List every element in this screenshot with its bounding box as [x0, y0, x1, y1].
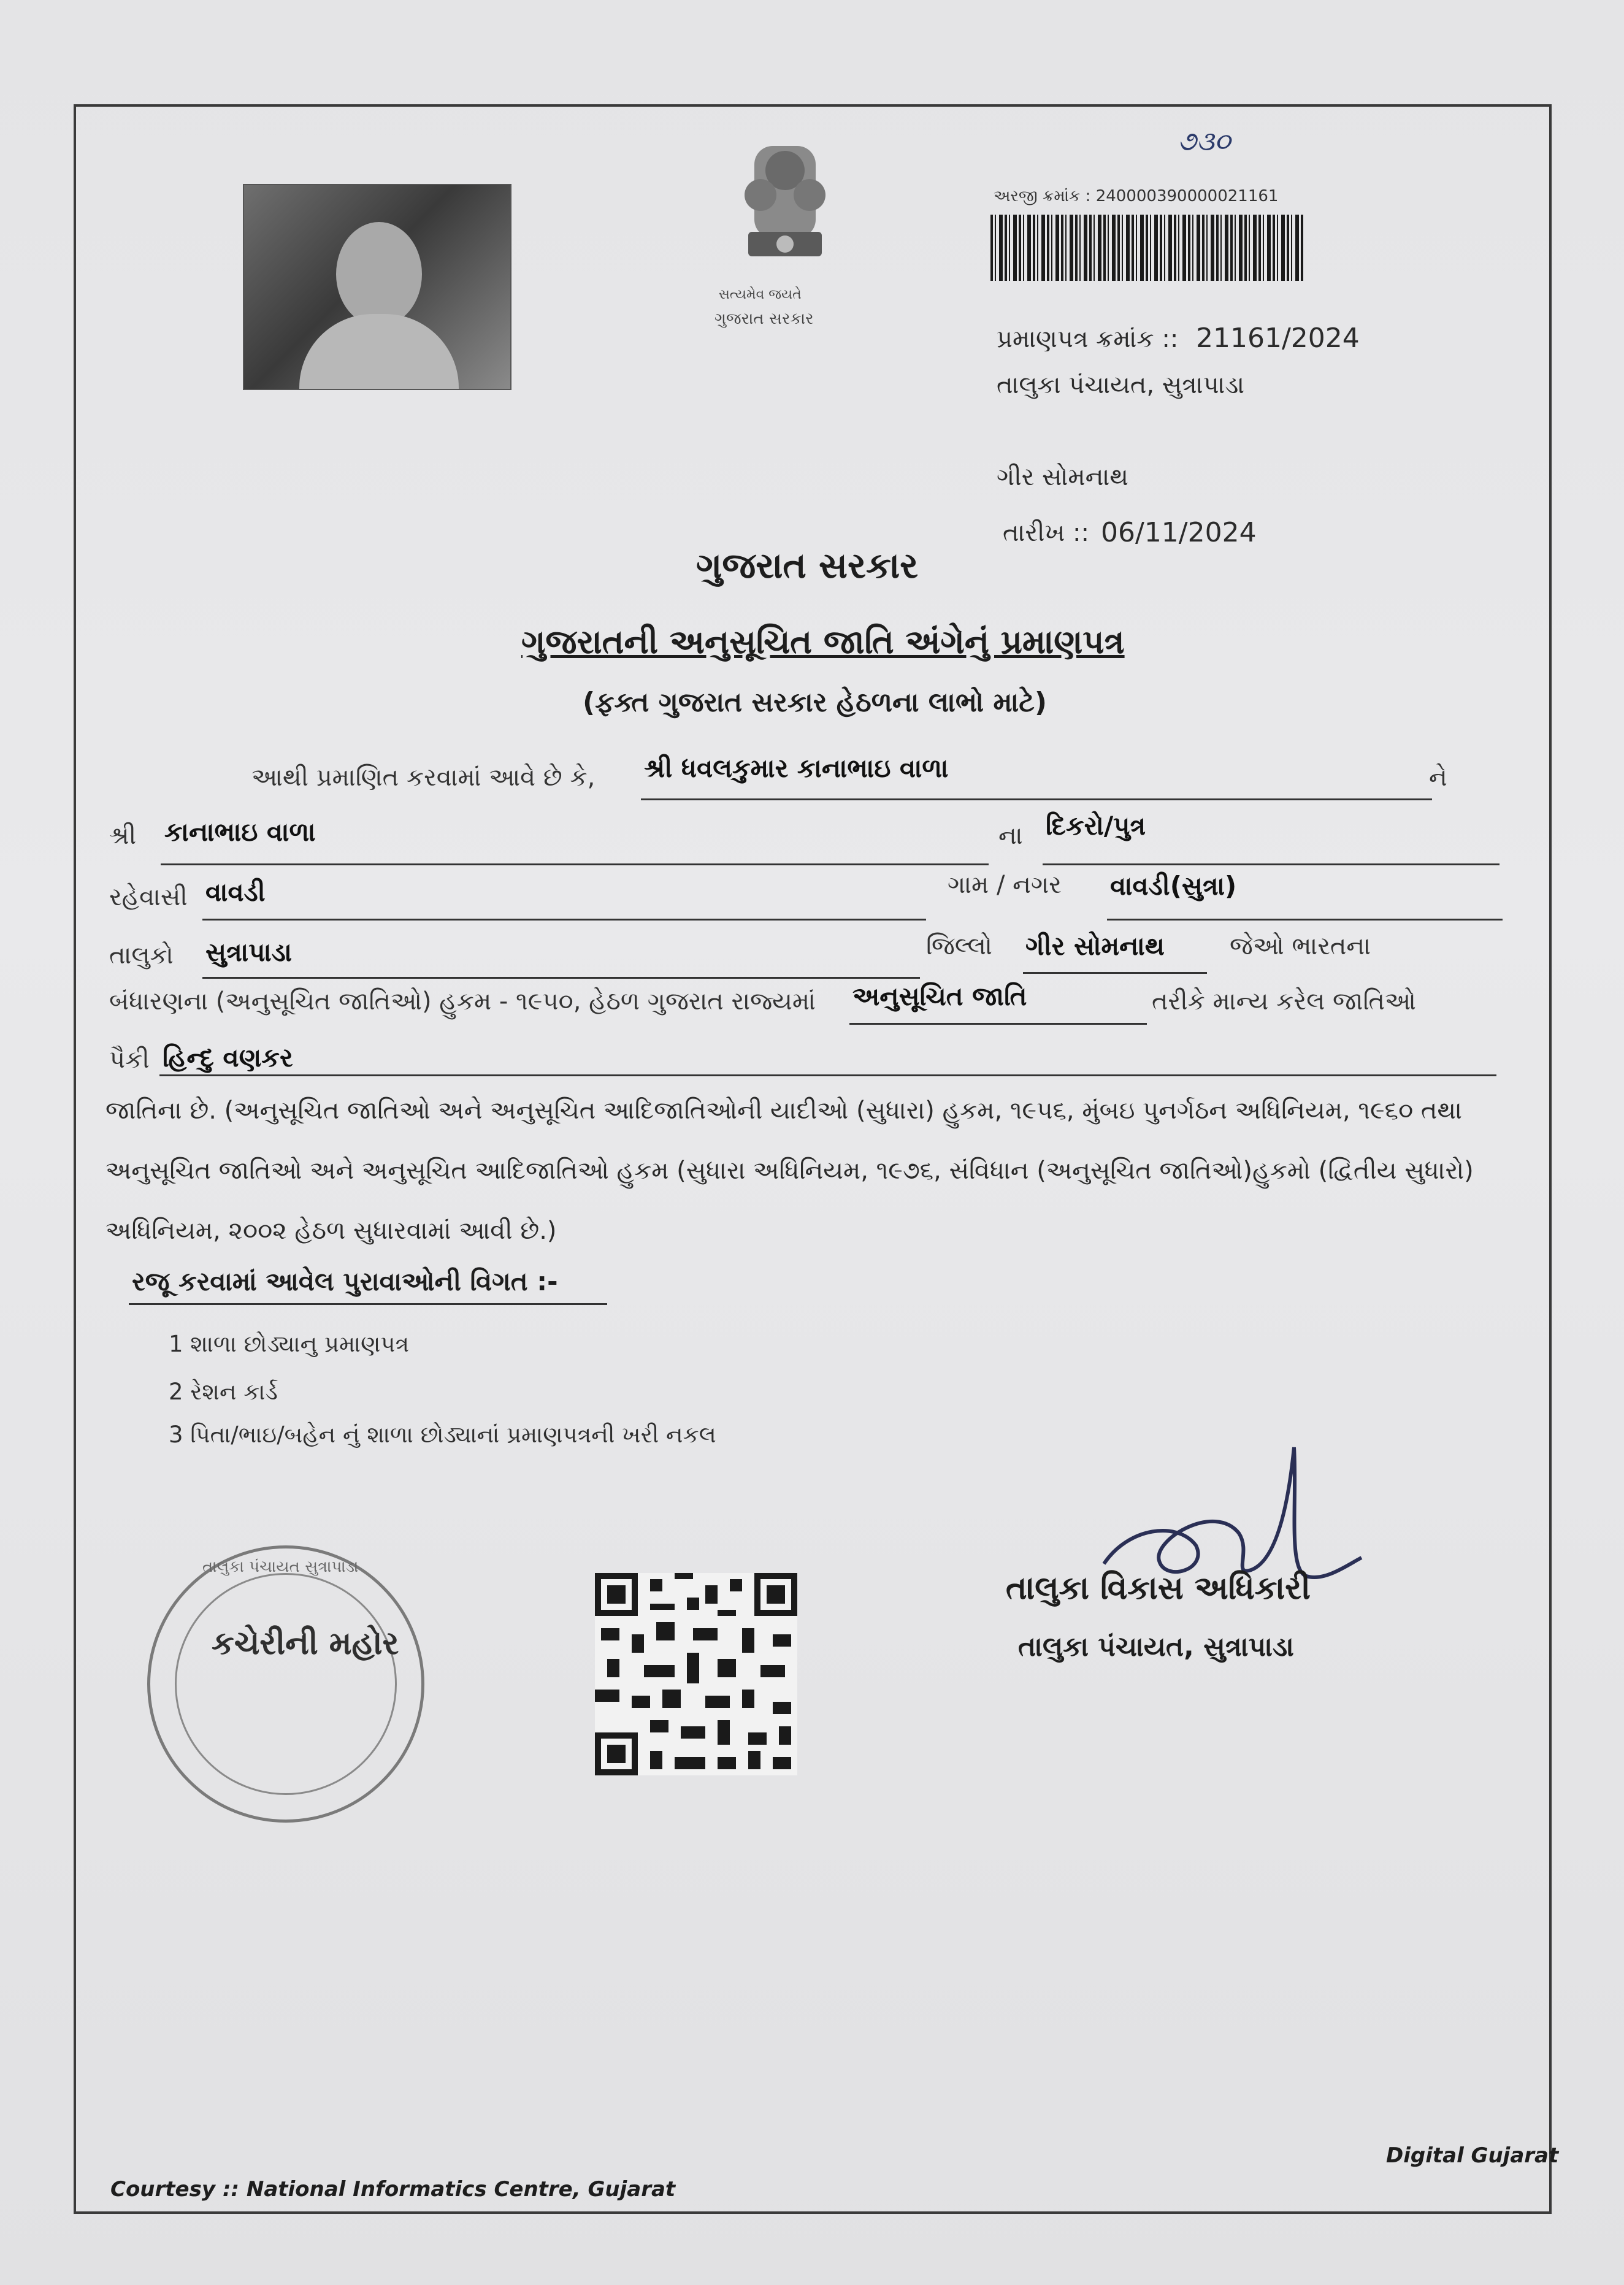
te-text: ને: [1429, 764, 1447, 792]
taluka-value: સુત્રાપાડા: [205, 937, 293, 967]
district-label: જિલ્લો: [926, 932, 992, 960]
barcode: [990, 215, 1303, 281]
shri-label: શ્રી: [109, 822, 137, 850]
qr-code: [595, 1573, 797, 1775]
caste-underline: [159, 1074, 1496, 1076]
evidence-heading-underline: [129, 1303, 607, 1305]
constitution-text: બંધારણના (અનુસૂચિત જાતિઓ) હુકમ - ૧૯૫૦, હેઠળ ગુજરાત રાજ્યમાં: [109, 987, 816, 1016]
recognized-text: તરીકે માન્ય કરેલ જાતિઓ: [1152, 987, 1416, 1016]
applicant-name: શ્રી ધવલકુમાર કાનાભાઇ વાળા: [644, 753, 949, 783]
resident-underline: [202, 919, 926, 921]
district-underline: [1023, 972, 1207, 974]
who-label: જેઓ ભારતના: [1230, 932, 1371, 960]
date-label: તારીખ ::: [1003, 519, 1089, 547]
village-value: વાવડી(સુત્રા): [1110, 871, 1237, 901]
evidence-heading: રજૂ કરવામાં આવેલ પુરાવાઓની વિગત :-: [132, 1266, 558, 1296]
resident-value: વાવડી: [205, 877, 266, 907]
issuing-office: તાલુકા પંચાયત, સુત્રાપાડા: [997, 371, 1245, 399]
seal-label: કચેરીની મહોર: [212, 1625, 399, 1662]
village-label: ગામ / નગર: [948, 871, 1062, 899]
caste-value: હિન્દુ વણકર: [163, 1043, 293, 1073]
certificate-number-label: પ્રમાણપત્ર ક્રમાંક ::: [997, 325, 1179, 353]
category-value: અનુસૂચિત જાતિ: [852, 981, 1027, 1011]
legal-paragraph: જાતિના છે. (અનુસૂચિત જાતિઓ અને અનુસૂચિત આદિજાતિઓની યાદીઓ (સુધારા) હુકમ, ૧૯૫૬, મુંબઇ પુનર્ગઠન અધિનિયમ, ૧૯૬૦ તથા અનુસૂચિત જાતિઓ અને અનુસૂચિત આદિજાતિઓ હુકમ (સુધારા અધિનિયમ, ૧૯૭૬, સંવિધાન (અનુસૂચિત જાતિઓ)હુકમો (દ્વિતીય સુધારો) અધિનિયમ, ૨૦૦૨ હેઠળ સુધારવામાં આવી છે.): [105, 1097, 1474, 1245]
emblem-motto: સત્યમેવ જયતે: [719, 287, 802, 302]
application-number: અરજી ક્રમાંક : 2400003900000211​61: [994, 187, 1279, 205]
issue-date: 06/11/2024: [1101, 517, 1257, 548]
handwritten-number: ૭૩૦: [1178, 126, 1231, 157]
relation-underline: [1043, 863, 1500, 865]
resident-label: રહેવાસી: [109, 883, 188, 911]
signatory-office: તાલુકા પંચાયત, સુત્રાપાડા: [1018, 1631, 1294, 1663]
office-seal: [147, 1545, 424, 1823]
certificate-number: 21161/2024: [1196, 323, 1360, 354]
relation: દિકરો/પુત્ર: [1046, 811, 1146, 841]
taluka-label: તાલુકો: [109, 941, 174, 970]
intro-text: આથી પ્રમાણિત કરવામાં આવે છે કે,: [251, 764, 596, 792]
certificate-title: ગુજરાતની અનુસૂચિત જાતિ અંગેનું પ્રમાણપત્ર: [521, 622, 1125, 661]
issuing-district: ગીર સોમનાથ: [997, 463, 1128, 491]
district-value: ગીર સોમનાથ: [1025, 931, 1165, 961]
footer-digital-gujarat: Digital Gujarat: [1386, 2143, 1559, 2168]
certificate-purpose: (ફક્ત ગુજરાત સરકાર હેઠળના લાભો માટે): [583, 687, 1048, 718]
footer-courtesy: Courtesy :: National Informatics Centre, Gujarat: [110, 2177, 676, 2202]
name-underline: [641, 798, 1432, 800]
village-underline: [1107, 919, 1503, 921]
father-underline: [161, 863, 989, 865]
applicant-photo: [243, 184, 511, 390]
seal-inner-ring: [175, 1573, 397, 1795]
seal-ring-text: તાલુકા પંચાયત સુત્રાપાડા: [202, 1558, 359, 1576]
among-label: પૈકી: [109, 1046, 150, 1074]
evidence-item: 1 શાળા છોડ્યાનુ પ્રમાણપત્ર: [169, 1331, 410, 1357]
taluka-underline: [202, 977, 920, 979]
signatory-title: તાલુકા વિકાસ અધિકારી: [1006, 1570, 1311, 1607]
evidence-item: 3 પિતા/ભાઇ/બહેન નું શાળા છોડ્યાનાં પ્રમાણપત્રની ખરી નકલ: [169, 1422, 716, 1448]
photo-face: [336, 222, 422, 326]
na-text: ના: [998, 822, 1023, 850]
father-name: કાનાભાઇ વાળા: [164, 817, 316, 847]
government-title: ગુજરાત સરકાર: [696, 545, 919, 586]
photo-body: [299, 314, 459, 389]
evidence-item: 2 રેશન કાર્ડ: [169, 1379, 278, 1405]
category-underline: [849, 1023, 1147, 1025]
emblem-caption: ગુજરાત સરકાર: [714, 310, 814, 328]
